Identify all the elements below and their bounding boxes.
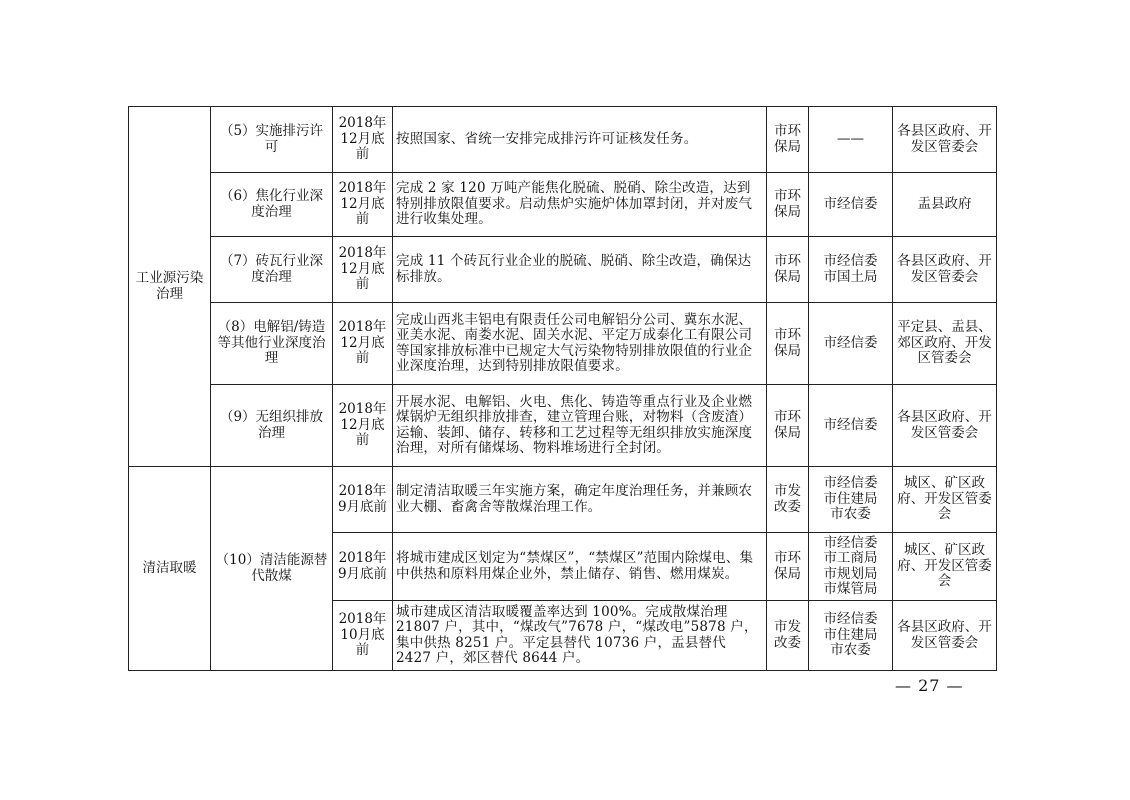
responsible-unit-cell: 各县区政府、开发区管委会 [893,601,997,671]
responsible-unit-cell: 各县区政府、开发区管委会 [893,385,997,467]
deadline-cell: 2018年12月底前 [333,173,393,237]
cooperating-department-cell: 市经信委 市工商局 市规划局 市煤管局 [809,533,893,601]
lead-department-cell: 市环保局 [767,533,809,601]
deadline-cell: 2018年12月底前 [333,107,393,173]
lead-department-cell: 市环保局 [767,237,809,303]
task-cell: （5）实施排污许可 [211,107,333,173]
task-cell: （6）焦化行业深度治理 [211,173,333,237]
lead-department-cell: 市环保局 [767,385,809,467]
task-cell: （10）清洁能源替代散煤 [211,467,333,671]
deadline-cell: 2018年12月底前 [333,385,393,467]
lead-department-cell: 市环保局 [767,173,809,237]
content-cell: 将城市建成区划定为“禁煤区”，“禁煤区”范围内除煤电、集中供热和原料用煤企业外，禁止储存、销售、燃用煤炭。 [393,533,767,601]
content-cell: 制定清洁取暖三年实施方案，确定年度治理任务，并兼顾农业大棚、畜禽舍等散煤治理工作。 [393,467,767,533]
content-cell: 开展水泥、电解铝、火电、焦化、铸造等重点行业及企业燃煤锅炉无组织排放排查，建立管理台账，对物料（含废渣）运输、装卸、储存、转移和工艺过程等无组织排放实施深度治理，对所有储煤场、物料堆场进行全封闭。 [393,385,767,467]
responsible-unit-cell: 各县区政府、开发区管委会 [893,107,997,173]
page-number: — 27 — [895,676,964,695]
lead-department-cell: 市环保局 [767,303,809,385]
cooperating-department-cell: 市经信委 [809,303,893,385]
lead-department-cell: 市发改委 [767,601,809,671]
deadline-cell: 2018年12月底前 [333,237,393,303]
content-cell: 完成 11 个砖瓦行业企业的脱硫、脱硝、除尘改造，确保达标排放。 [393,237,767,303]
category-cell: 清洁取暖 [129,467,211,671]
responsible-unit-cell: 平定县、盂县、郊区政府、开发区管委会 [893,303,997,385]
content-cell: 按照国家、省统一安排完成排污许可证核发任务。 [393,107,767,173]
category-cell: 工业源污染治理 [129,107,211,467]
deadline-cell: 2018年12月底前 [333,303,393,385]
table-row [129,467,997,533]
content-cell: 城市建成区清洁取暖覆盖率达到 100%。完成散煤治理 21807 户，其中，“煤改气”7678 户，“煤改电”5878 户，集中供热 8251 户。平定县替代 10736 户，盂县替代 2427 户，郊区替代 8644 户。 [393,601,767,671]
task-cell: （7）砖瓦行业深度治理 [211,237,333,303]
deadline-cell: 2018年9月底前 [333,533,393,601]
table-row [129,173,997,237]
cooperating-department-cell: 市经信委 市住建局 市农委 [809,467,893,533]
lead-department-cell: 市环保局 [767,107,809,173]
responsible-unit-cell: 各县区政府、开发区管委会 [893,237,997,303]
deadline-cell: 2018年10月底前 [333,601,393,671]
task-cell: （8）电解铝/铸造等其他行业深度治理 [211,303,333,385]
lead-department-cell: 市发改委 [767,467,809,533]
responsible-unit-cell: 城区、矿区政府、开发区管委会 [893,533,997,601]
cooperating-department-cell: 市经信委 市国土局 [809,237,893,303]
task-cell: （9）无组织排放治理 [211,385,333,467]
table-row [129,107,997,173]
cooperating-department-cell: —— [809,107,893,173]
cooperating-department-cell: 市经信委 [809,173,893,237]
table-row [129,303,997,385]
content-cell: 完成 2 家 120 万吨产能焦化脱硫、脱硝、除尘改造，达到特别排放限值要求。启动焦炉实施炉体加罩封闭，并对废气进行收集处理。 [393,173,767,237]
table-row [129,237,997,303]
content-cell: 完成山西兆丰铝电有限责任公司电解铝分公司、冀东水泥、亚美水泥、南娄水泥、固关水泥、平定万成泰化工有限公司等国家排放标准中已规定大气污染物特别排放限值的行业企业深度治理，达到特别排放限值要求。 [393,303,767,385]
deadline-cell: 2018年9月底前 [333,467,393,533]
responsible-unit-cell: 盂县政府 [893,173,997,237]
table-row [129,385,997,467]
responsible-unit-cell: 城区、矿区政府、开发区管委会 [893,467,997,533]
cooperating-department-cell: 市经信委 [809,385,893,467]
pollution-control-task-table [128,106,997,671]
cooperating-department-cell: 市经信委 市住建局 市农委 [809,601,893,671]
